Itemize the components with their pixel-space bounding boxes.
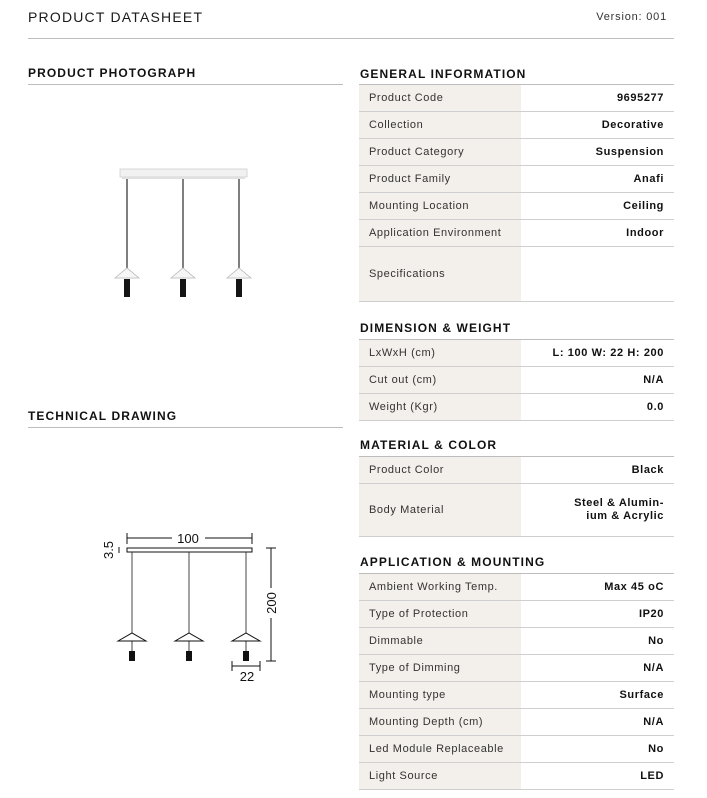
length-dimension-label: 100 — [177, 531, 199, 546]
table-row — [359, 367, 674, 394]
spec-value: Indoor — [521, 220, 674, 247]
spec-label: Dimmable — [359, 628, 521, 655]
application-mounting-title: APPLICATION & MOUNTING — [360, 555, 546, 569]
general-info-table — [359, 84, 674, 302]
table-row — [359, 484, 674, 537]
table-row — [359, 682, 674, 709]
spec-label: Mounting type — [359, 682, 521, 709]
spec-label: Mounting Location — [359, 193, 521, 220]
application-mounting-table — [359, 573, 674, 790]
spec-value: Black — [521, 457, 674, 484]
table-row — [359, 220, 674, 247]
spec-value: Surface — [521, 682, 674, 709]
table-row — [359, 85, 674, 112]
table-row — [359, 247, 674, 302]
spec-value: IP20 — [521, 601, 674, 628]
drawing-section-title: TECHNICAL DRAWING — [28, 409, 178, 423]
spec-label: Product Category — [359, 139, 521, 166]
spec-value: LED — [521, 763, 674, 790]
version-label: Version: 001 — [596, 11, 667, 23]
spec-label: Product Family — [359, 166, 521, 193]
spec-value: No — [521, 628, 674, 655]
spec-label: Ambient Working Temp. — [359, 574, 521, 601]
table-row — [359, 628, 674, 655]
spec-label: Specifications — [359, 247, 521, 302]
spec-value — [521, 247, 674, 302]
document-title: PRODUCT DATASHEET — [28, 9, 204, 25]
spec-value: Steel & Alumin- ium & Acrylic — [521, 484, 674, 537]
drawing-section-divider — [28, 427, 343, 428]
dimension-weight-title: DIMENSION & WEIGHT — [360, 321, 512, 335]
spec-label: Type of Protection — [359, 601, 521, 628]
table-row — [359, 139, 674, 166]
spec-value: L: 100 W: 22 H: 200 — [521, 340, 674, 367]
spec-label: Product Code — [359, 85, 521, 112]
spec-label: Cut out (cm) — [359, 367, 521, 394]
technical-drawing — [95, 520, 315, 690]
spec-label: Led Module Replaceable — [359, 736, 521, 763]
height-dimension-label: 200 — [264, 592, 279, 614]
spec-label: Light Source — [359, 763, 521, 790]
spec-value: N/A — [521, 655, 674, 682]
table-row — [359, 736, 674, 763]
spec-value: Anafi — [521, 166, 674, 193]
spec-value: Decorative — [521, 112, 674, 139]
product-photograph — [110, 160, 260, 305]
spec-value: N/A — [521, 367, 674, 394]
spec-label: LxWxH (cm) — [359, 340, 521, 367]
photo-section-divider — [28, 84, 343, 85]
material-color-table — [359, 456, 674, 537]
spec-value: Ceiling — [521, 193, 674, 220]
table-row — [359, 709, 674, 736]
spec-label: Product Color — [359, 457, 521, 484]
table-row — [359, 574, 674, 601]
table-row — [359, 601, 674, 628]
material-color-title: MATERIAL & COLOR — [360, 438, 498, 452]
table-row — [359, 763, 674, 790]
canopy-height-dimension-label: 3.5 — [101, 540, 116, 560]
spec-value: No — [521, 736, 674, 763]
header-divider — [28, 38, 674, 39]
spec-value: N/A — [521, 709, 674, 736]
spec-label: Body Material — [359, 484, 521, 537]
spec-label: Collection — [359, 112, 521, 139]
table-row — [359, 193, 674, 220]
spec-label: Mounting Depth (cm) — [359, 709, 521, 736]
width-dimension-label: 22 — [239, 669, 255, 684]
spec-value: 0.0 — [521, 394, 674, 421]
table-row — [359, 112, 674, 139]
dimension-weight-table — [359, 339, 674, 421]
table-row — [359, 655, 674, 682]
table-row — [359, 340, 674, 367]
general-info-title: GENERAL INFORMATION — [360, 67, 527, 81]
table-row — [359, 394, 674, 421]
spec-value: Max 45 oC — [521, 574, 674, 601]
table-row — [359, 166, 674, 193]
spec-value: Suspension — [521, 139, 674, 166]
spec-value: 9695277 — [521, 85, 674, 112]
spec-label: Application Environment — [359, 220, 521, 247]
spec-label: Weight (Kgr) — [359, 394, 521, 421]
spec-label: Type of Dimming — [359, 655, 521, 682]
table-row — [359, 457, 674, 484]
photo-section-title: PRODUCT PHOTOGRAPH — [28, 66, 197, 80]
